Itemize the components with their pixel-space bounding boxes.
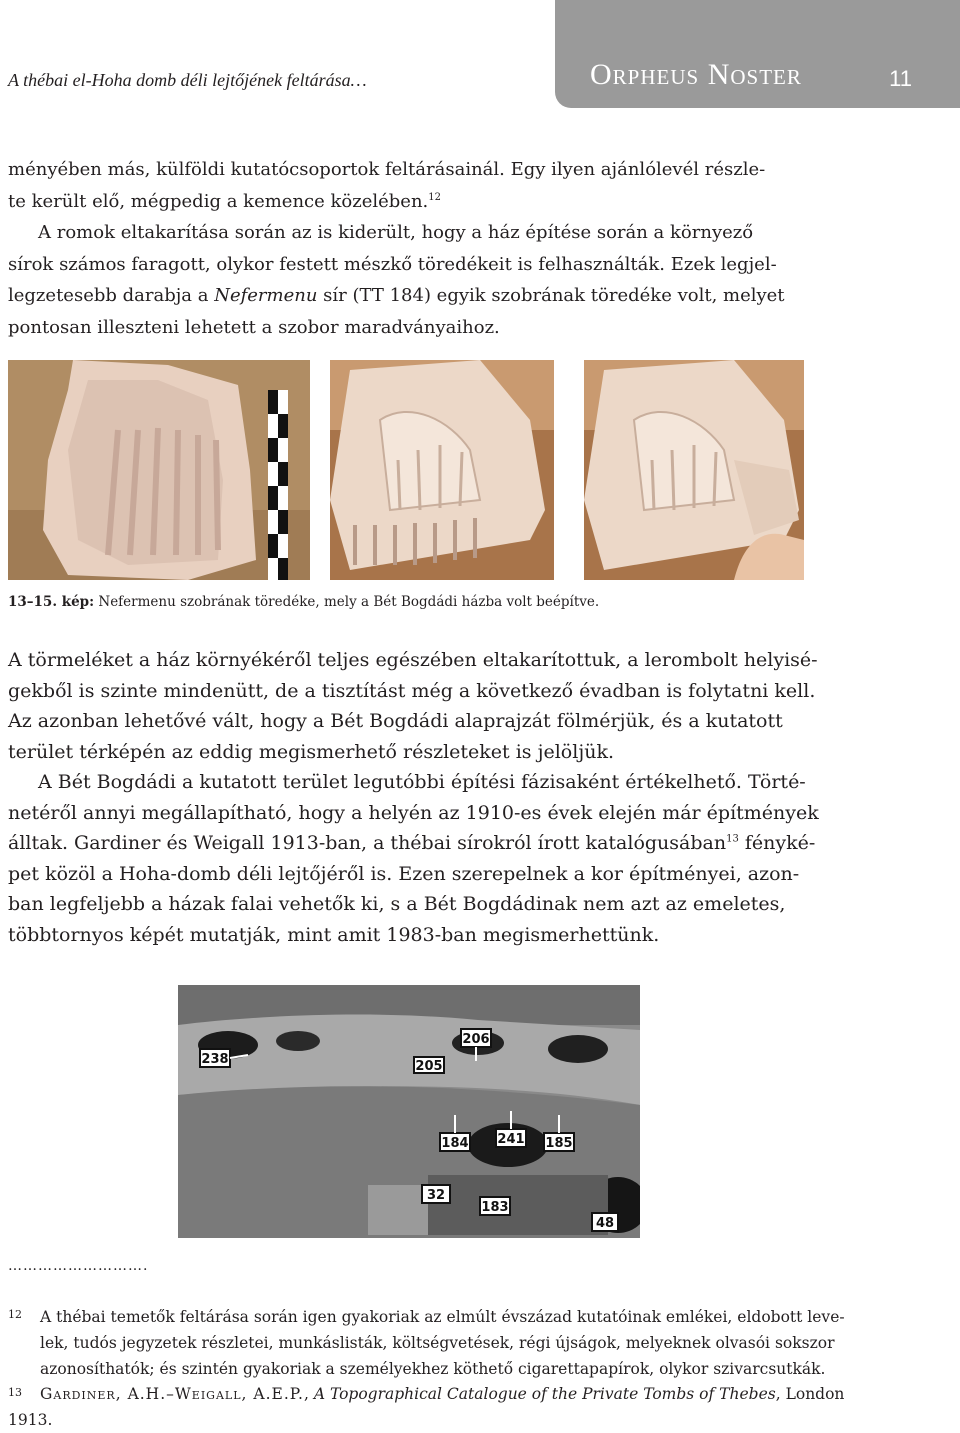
tomb-name: Nefermenu <box>214 285 318 306</box>
caption-ref: 13–15. kép: <box>8 594 95 610</box>
tomb-label: 32 <box>426 1188 446 1203</box>
photo-hand-relief-fitted <box>584 360 804 580</box>
line: gekből is szinte mindenütt, de a tisztítást még a következő évadban is folytatni kell. <box>8 679 816 702</box>
line: sírok számos faragott, olykor festett mészkő töredékeit is felhasználták. Ezek legjel- <box>8 253 777 275</box>
figure-caption <box>8 594 599 610</box>
line-text: álltak. Gardiner és Weigall 1913-ban, a thébai sírokról írott katalógusában <box>8 832 727 854</box>
tomb-label: 185 <box>545 1136 573 1151</box>
footnote-13 <box>40 1381 850 1407</box>
header-banner <box>555 0 960 108</box>
tomb-label: 183 <box>481 1200 509 1215</box>
journal-name: Orpheus Noster <box>590 58 802 91</box>
footnote-line: lek, tudós jegyzetek részletei, munkáslisták, költségvetések, régi újságok, melyeknek olvasói sokszor <box>40 1334 835 1352</box>
footnote-number-13: 13 <box>8 1386 22 1399</box>
footnote-ref-12[interactable]: 12 <box>428 191 442 203</box>
line: netéről annyi megállapítható, hogy a helyén az 1910-es évek elején már építmények <box>8 801 819 824</box>
scale-bar <box>268 390 288 580</box>
line: pontosan illeszteni lehetett a szobor maradványaihoz. <box>8 316 500 338</box>
line: A Bét Bogdádi a kutatott terület legutóbbi építési fázisaként értékelhető. Törté- <box>38 771 806 793</box>
line <box>8 186 850 218</box>
page-number: 11 <box>889 66 912 91</box>
paragraph-2 <box>8 645 850 950</box>
line: Az azonban lehetővé vált, hogy a Bét Bogdádi alaprajzát fölmérjük, és a kutatott <box>8 710 783 732</box>
line <box>8 828 850 859</box>
caption-text: Nefermenu szobrának töredéke, mely a Bét Bogdádi házba volt beépítve. <box>94 594 600 610</box>
tomb-label: 205 <box>415 1059 443 1074</box>
tomb-label: 241 <box>497 1132 525 1147</box>
footnote-line: A thébai temetők feltárása során igen gyakoriak az elmúlt évszázad kutatóinak emlékei, eldobott leve- <box>40 1308 845 1326</box>
running-title: A thébai el-Hoha domb déli lejtőjének feltárása… <box>8 70 367 90</box>
line: ban legfeljebb a házak falai vehetők ki, s a Bét Bogdádinak nem azt az emeletes, <box>8 893 786 915</box>
footnote-line: 1913. <box>8 1411 53 1429</box>
footnote-text: , London <box>775 1385 845 1403</box>
footnote-text: , <box>303 1385 314 1403</box>
footnote-separator: ………………………. <box>8 1258 149 1274</box>
line-text: te került elő, mégpedig a kemence közelében. <box>8 190 429 212</box>
line: többtornyos képét mutatják, mint amit 1983-ban megismerhettünk. <box>8 923 660 946</box>
footnote-book-title: A Topographical Catalogue of the Private Tombs of Thebes <box>313 1385 776 1403</box>
footnote-ref-13[interactable]: 13 <box>726 833 739 845</box>
line: A romok eltakarítása során az is kiderült, hogy a ház építése során a környező <box>38 222 754 243</box>
tomb-label: 238 <box>201 1052 229 1067</box>
footnote-13-cont <box>8 1407 818 1433</box>
tomb-label: 184 <box>441 1136 469 1151</box>
photo-fragment-with-scale <box>8 360 310 580</box>
footnote-line: azonosíthatók; és szintén gyakoriak a személyekhez köthető cigarettapapírok, olykor szivarcsutkák. <box>40 1360 826 1378</box>
line-text: fényké- <box>738 832 816 854</box>
photo-hillside-tombs <box>178 985 640 1238</box>
line: terület térképén az eddig megismerhető részleteket is jelöljük. <box>8 740 615 763</box>
paragraph-1 <box>8 154 850 343</box>
tomb-label: 206 <box>462 1032 490 1047</box>
line: pet közöl a Hoha-domb déli lejtőjéről is. Ezen szerepelnek a kor építményei, azon- <box>8 862 800 885</box>
line-text: sír (TT 184) egyik szobrának töredéke volt, melyet <box>317 285 785 306</box>
line <box>8 280 850 312</box>
line-text: legzetesebb darabja a <box>8 285 215 306</box>
line: ményében más, külföldi kutatócsoportok feltárásainál. Egy ilyen ajánlólevél részle- <box>8 159 766 180</box>
footnote-number-12: 12 <box>8 1308 22 1321</box>
photo-hand-relief <box>330 360 554 580</box>
line: A törmeléket a ház környékéről teljes egészében eltakarítottuk, a lerombolt helyisé- <box>8 649 818 671</box>
footnote-line <box>40 1381 850 1407</box>
footnote-authors: Gardiner, A.H.–Weigall, A.E.P. <box>40 1385 304 1403</box>
tomb-label: 48 <box>595 1216 615 1231</box>
footnote-12 <box>40 1304 850 1382</box>
